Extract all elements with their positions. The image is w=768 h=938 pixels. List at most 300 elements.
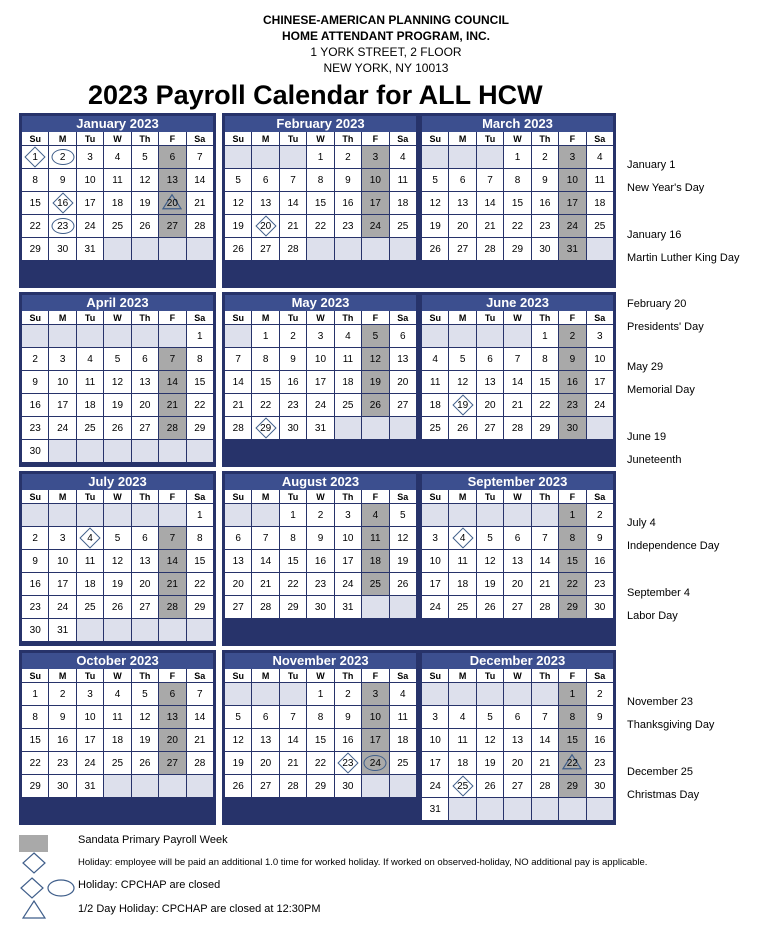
month-title: February 2023 xyxy=(225,116,416,132)
day-number: 16 xyxy=(57,734,69,746)
day-number: 27 xyxy=(166,220,178,232)
day-cell xyxy=(104,192,130,214)
weekday-label: Sa xyxy=(587,490,613,503)
day-number: 6 xyxy=(514,711,521,723)
day-number: 4 xyxy=(87,353,93,365)
day-number: 28 xyxy=(194,220,206,232)
empty-day-cell xyxy=(22,325,48,347)
day-number: 7 xyxy=(169,532,176,544)
day-number: 10 xyxy=(84,711,96,723)
payroll-day-cell xyxy=(559,169,585,191)
day-cell xyxy=(504,348,530,370)
day-number: 29 xyxy=(29,243,41,255)
day-cell xyxy=(225,371,251,393)
day-cell xyxy=(504,146,530,168)
day-cell xyxy=(449,706,475,728)
day-cell xyxy=(225,775,251,797)
weekday-label: Th xyxy=(132,132,158,145)
day-cell xyxy=(422,775,448,797)
day-number: 12 xyxy=(369,353,381,365)
day-number: 20 xyxy=(484,399,496,411)
holiday-date: September 4 xyxy=(627,587,690,599)
empty-day-cell xyxy=(477,325,503,347)
empty-day-cell xyxy=(132,325,158,347)
payroll-day-cell xyxy=(559,504,585,526)
payroll-day-cell xyxy=(362,683,388,705)
day-number: 19 xyxy=(232,220,244,232)
day-cell xyxy=(307,729,333,751)
day-cell xyxy=(187,325,213,347)
day-number: 20 xyxy=(511,757,524,769)
payroll-day-cell xyxy=(559,192,585,214)
day-cell xyxy=(390,192,416,214)
empty-day-cell xyxy=(422,146,448,168)
day-cell xyxy=(532,238,558,260)
empty-day-cell xyxy=(390,775,416,797)
day-cell xyxy=(187,596,213,618)
month-title: March 2023 xyxy=(422,116,613,132)
payroll-swatch xyxy=(19,835,48,852)
weekday-label: Tu xyxy=(477,669,503,682)
legend-holiday-pay xyxy=(0,852,768,874)
day-cell xyxy=(422,729,448,751)
day-cell xyxy=(252,238,278,260)
month-title: October 2023 xyxy=(22,653,213,669)
day-number: 11 xyxy=(457,734,468,746)
day-cell xyxy=(307,775,333,797)
day-number: 17 xyxy=(429,578,441,590)
day-number: 9 xyxy=(597,532,603,544)
day-cell xyxy=(390,527,416,549)
day-cell xyxy=(77,394,103,416)
payroll-day-cell xyxy=(159,729,185,751)
day-cell xyxy=(187,417,213,439)
day-cell xyxy=(225,729,251,751)
day-cell xyxy=(132,417,158,439)
day-number: 28 xyxy=(287,243,299,255)
day-number: 1 xyxy=(514,151,521,163)
day-number: 17 xyxy=(594,376,606,388)
day-cell xyxy=(449,394,475,416)
day-cell xyxy=(307,192,333,214)
day-number: 29 xyxy=(260,422,272,434)
day-cell xyxy=(335,169,361,191)
day-number: 24 xyxy=(429,601,441,613)
day-number: 8 xyxy=(569,532,576,544)
day-cell xyxy=(280,706,306,728)
day-cell xyxy=(532,527,558,549)
empty-day-cell xyxy=(225,146,251,168)
day-cell xyxy=(225,596,251,618)
day-number: 13 xyxy=(457,197,469,209)
day-cell xyxy=(504,394,530,416)
day-cell xyxy=(422,394,448,416)
weekday-label: W xyxy=(307,490,333,503)
day-number: 25 xyxy=(111,220,124,232)
day-cell xyxy=(335,775,361,797)
day-number: 18 xyxy=(594,197,606,209)
empty-day-cell xyxy=(49,325,75,347)
day-cell xyxy=(22,215,48,237)
day-number: 13 xyxy=(232,555,244,567)
day-number: 21 xyxy=(539,757,551,769)
day-cell xyxy=(49,683,75,705)
day-cell xyxy=(77,683,103,705)
day-number: 7 xyxy=(487,174,493,186)
day-cell xyxy=(77,348,103,370)
day-number: 22 xyxy=(539,399,551,411)
day-number: 25 xyxy=(111,757,124,769)
day-number: 12 xyxy=(139,711,151,723)
day-number: 11 xyxy=(397,711,408,723)
empty-day-cell xyxy=(477,683,503,705)
day-number: 22 xyxy=(287,578,299,590)
day-cell xyxy=(504,729,530,751)
day-number: 20 xyxy=(397,376,409,388)
day-number: 31 xyxy=(342,601,354,613)
day-number: 4 xyxy=(459,532,466,544)
day-cell xyxy=(132,215,158,237)
day-number: 27 xyxy=(511,601,524,613)
day-cell xyxy=(132,192,158,214)
empty-day-cell xyxy=(477,504,503,526)
day-number: 19 xyxy=(111,399,124,411)
empty-day-cell xyxy=(159,325,185,347)
day-number: 25 xyxy=(397,757,409,769)
weekday-label: F xyxy=(159,669,185,682)
month-calendar xyxy=(222,650,419,825)
day-cell xyxy=(104,706,130,728)
payroll-day-cell xyxy=(362,504,388,526)
weekday-label: Sa xyxy=(587,132,613,145)
day-number: 17 xyxy=(342,555,354,567)
day-number: 16 xyxy=(539,197,551,209)
day-number: 8 xyxy=(262,353,269,365)
day-number: 28 xyxy=(166,601,178,613)
day-cell xyxy=(477,394,503,416)
day-cell xyxy=(477,417,503,439)
day-cell xyxy=(132,169,158,191)
day-number: 29 xyxy=(29,780,41,792)
day-cell xyxy=(422,706,448,728)
day-number: 1 xyxy=(317,151,324,163)
month-grid xyxy=(22,311,213,462)
day-cell xyxy=(335,596,361,618)
day-cell xyxy=(49,729,75,751)
payroll-day-cell xyxy=(559,238,585,260)
day-cell xyxy=(77,550,103,572)
day-cell xyxy=(22,348,48,370)
day-cell xyxy=(587,215,613,237)
day-number: 4 xyxy=(459,711,466,723)
weekday-label: M xyxy=(449,132,475,145)
day-number: 20 xyxy=(166,734,178,746)
day-cell xyxy=(449,775,475,797)
day-cell xyxy=(49,527,75,549)
day-number: 26 xyxy=(232,780,244,792)
day-number: 9 xyxy=(32,555,38,567)
payroll-day-cell xyxy=(159,596,185,618)
day-number: 30 xyxy=(57,243,69,255)
day-number: 16 xyxy=(342,197,354,209)
weekday-label: M xyxy=(49,132,75,145)
day-number: 3 xyxy=(87,688,93,700)
day-cell xyxy=(532,417,558,439)
empty-day-cell xyxy=(362,238,388,260)
day-cell xyxy=(187,394,213,416)
empty-day-cell xyxy=(104,504,130,526)
day-cell xyxy=(225,417,251,439)
day-cell xyxy=(532,348,558,370)
weekday-label: F xyxy=(159,132,185,145)
weekday-label: Sa xyxy=(390,490,416,503)
day-cell xyxy=(77,775,103,797)
day-number: 7 xyxy=(197,688,203,700)
day-number: 8 xyxy=(542,353,548,365)
weekday-label: M xyxy=(449,311,475,324)
holiday-entry xyxy=(627,512,719,558)
weekday-label: F xyxy=(362,132,388,145)
legend-payroll xyxy=(0,831,768,853)
weekday-label: F xyxy=(559,311,585,324)
weekday-label: Tu xyxy=(77,132,103,145)
day-number: 18 xyxy=(397,197,409,209)
day-number: 15 xyxy=(539,376,551,388)
day-number: 28 xyxy=(166,422,178,434)
day-cell xyxy=(477,348,503,370)
weekday-label: Sa xyxy=(390,669,416,682)
triangle-icon xyxy=(22,900,46,920)
day-number: 5 xyxy=(114,353,121,365)
day-number: 5 xyxy=(114,532,121,544)
day-number: 2 xyxy=(597,509,603,521)
day-number: 19 xyxy=(111,578,124,590)
day-cell xyxy=(504,371,530,393)
day-number: 18 xyxy=(111,197,124,209)
month-grid xyxy=(225,132,416,260)
empty-day-cell xyxy=(477,798,503,820)
day-cell xyxy=(335,550,361,572)
weekday-label: Tu xyxy=(280,669,306,682)
day-cell xyxy=(187,527,213,549)
day-cell xyxy=(335,729,361,751)
day-cell xyxy=(587,706,613,728)
day-number: 15 xyxy=(566,555,578,567)
diamond-oval-icon xyxy=(20,877,76,899)
day-number: 27 xyxy=(457,243,469,255)
day-number: 27 xyxy=(484,422,496,434)
day-cell xyxy=(504,238,530,260)
month-grid xyxy=(22,490,213,641)
day-number: 19 xyxy=(397,555,409,567)
day-number: 20 xyxy=(232,578,244,590)
day-number: 22 xyxy=(511,220,524,232)
day-number: 28 xyxy=(511,422,524,434)
day-number: 24 xyxy=(84,220,96,232)
day-number: 26 xyxy=(369,399,381,411)
day-number: 27 xyxy=(139,422,151,434)
holiday-name: Juneteenth xyxy=(627,454,682,466)
day-number: 21 xyxy=(287,757,299,769)
day-number: 8 xyxy=(317,174,324,186)
day-cell xyxy=(307,215,333,237)
holiday-date: February 20 xyxy=(627,298,687,310)
day-number: 28 xyxy=(232,422,244,434)
day-number: 2 xyxy=(569,330,576,342)
day-number: 1 xyxy=(542,330,548,342)
payroll-day-cell xyxy=(559,706,585,728)
day-cell xyxy=(477,371,503,393)
day-cell xyxy=(104,550,130,572)
day-cell xyxy=(449,596,475,618)
payroll-day-cell xyxy=(559,215,585,237)
day-number: 9 xyxy=(32,376,38,388)
day-number: 25 xyxy=(594,220,606,232)
empty-day-cell xyxy=(362,417,388,439)
day-cell xyxy=(390,504,416,526)
day-number: 22 xyxy=(29,757,41,769)
day-number: 29 xyxy=(511,243,524,255)
day-number: 16 xyxy=(57,197,69,209)
day-number: 5 xyxy=(142,151,148,163)
empty-day-cell xyxy=(132,619,158,641)
day-number: 14 xyxy=(484,197,496,209)
holiday-date: June 19 xyxy=(627,431,667,443)
day-number: 15 xyxy=(260,376,272,388)
payroll-day-cell xyxy=(362,348,388,370)
day-cell xyxy=(49,752,75,774)
day-cell xyxy=(187,348,213,370)
day-cell xyxy=(132,527,158,549)
day-cell xyxy=(187,371,213,393)
day-cell xyxy=(132,371,158,393)
holiday-entry xyxy=(627,691,714,737)
month-grid xyxy=(22,669,213,797)
day-cell xyxy=(390,573,416,595)
day-number: 17 xyxy=(369,197,381,209)
day-number: 20 xyxy=(457,220,469,232)
day-cell xyxy=(187,504,213,526)
payroll-day-cell xyxy=(159,550,185,572)
payroll-day-cell xyxy=(559,146,585,168)
day-cell xyxy=(187,683,213,705)
empty-day-cell xyxy=(504,683,530,705)
day-number: 7 xyxy=(542,532,548,544)
weekday-label: M xyxy=(49,669,75,682)
day-number: 25 xyxy=(457,601,469,613)
day-number: 2 xyxy=(345,151,351,163)
empty-day-cell xyxy=(104,440,130,462)
weekday-label: Th xyxy=(335,311,361,324)
day-number: 20 xyxy=(260,220,272,232)
day-number: 21 xyxy=(166,578,178,590)
empty-day-cell xyxy=(587,417,613,439)
day-cell xyxy=(104,394,130,416)
day-number: 13 xyxy=(139,555,151,567)
day-cell xyxy=(280,215,306,237)
day-cell xyxy=(132,348,158,370)
payroll-day-cell xyxy=(362,169,388,191)
day-cell xyxy=(77,527,103,549)
day-number: 13 xyxy=(166,711,178,723)
day-cell xyxy=(49,348,75,370)
day-number: 9 xyxy=(542,174,548,186)
day-cell xyxy=(504,527,530,549)
weekday-label: F xyxy=(559,669,585,682)
month-calendar xyxy=(19,292,216,467)
month-calendar xyxy=(19,650,216,825)
day-cell xyxy=(225,169,251,191)
day-number: 14 xyxy=(260,555,272,567)
holiday-date: December 25 xyxy=(627,766,694,778)
day-number: 30 xyxy=(594,601,606,613)
day-cell xyxy=(477,550,503,572)
day-cell xyxy=(225,238,251,260)
payroll-day-cell xyxy=(159,527,185,549)
day-cell xyxy=(449,527,475,549)
day-cell xyxy=(477,192,503,214)
day-number: 4 xyxy=(114,151,121,163)
day-cell xyxy=(49,169,75,191)
day-cell xyxy=(307,417,333,439)
day-number: 8 xyxy=(197,532,203,544)
day-cell xyxy=(22,192,48,214)
day-cell xyxy=(187,550,213,572)
day-cell xyxy=(307,371,333,393)
day-number: 4 xyxy=(400,151,406,163)
day-number: 26 xyxy=(484,780,496,792)
month-title: May 2023 xyxy=(225,295,416,311)
program-name: HOME ATTENDANT PROGRAM, INC. xyxy=(282,29,490,43)
day-number: 3 xyxy=(432,532,438,544)
day-number: 23 xyxy=(287,399,299,411)
day-cell xyxy=(132,550,158,572)
day-cell xyxy=(22,729,48,751)
day-number: 3 xyxy=(372,688,379,700)
empty-day-cell xyxy=(77,504,103,526)
payroll-day-cell xyxy=(559,371,585,393)
day-number: 19 xyxy=(457,399,469,411)
day-number: 24 xyxy=(314,399,327,411)
day-number: 7 xyxy=(197,151,203,163)
day-number: 7 xyxy=(262,532,269,544)
day-number: 12 xyxy=(139,174,151,186)
day-cell xyxy=(132,683,158,705)
weekday-label: Su xyxy=(225,669,251,682)
day-cell xyxy=(49,146,75,168)
month-grid xyxy=(225,490,416,618)
day-number: 5 xyxy=(487,532,493,544)
day-number: 29 xyxy=(287,601,299,613)
payroll-day-cell xyxy=(362,325,388,347)
day-number: 24 xyxy=(369,220,381,232)
weekday-label: Th xyxy=(532,311,558,324)
day-number: 24 xyxy=(84,757,96,769)
day-cell xyxy=(132,752,158,774)
day-cell xyxy=(390,683,416,705)
payroll-day-cell xyxy=(362,550,388,572)
day-cell xyxy=(390,706,416,728)
day-number: 14 xyxy=(539,734,551,746)
day-number: 21 xyxy=(539,578,551,590)
weekday-label: Th xyxy=(132,669,158,682)
weekday-label: Th xyxy=(132,490,158,503)
payroll-day-cell xyxy=(559,325,585,347)
day-cell xyxy=(22,440,48,462)
weekday-label: Su xyxy=(422,132,448,145)
day-number: 14 xyxy=(287,734,299,746)
day-cell xyxy=(49,775,75,797)
